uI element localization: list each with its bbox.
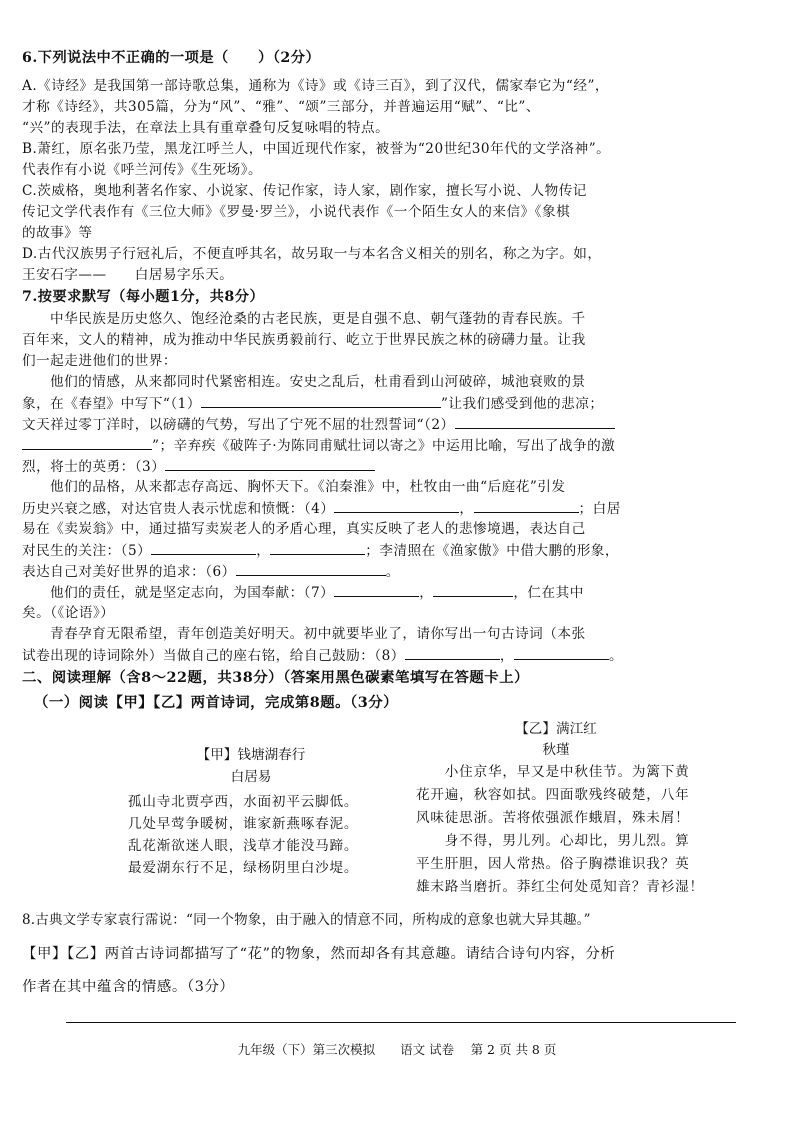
answer-blank-7b[interactable] [433,582,513,597]
answer-blank-1[interactable] [201,393,441,408]
poem-b-line: 花开遍，秋容如拭。四面歌残终破楚，八年 [416,787,690,803]
answer-blank-4a[interactable] [334,498,459,513]
q7-paragraph-line: 青春孕育无限希望，青年创造美好明天。初中就要毕业了，请你写出一句古诗词（本张 [50,626,586,642]
poem-a-title: 【甲】钱塘湖春行 [196,747,306,763]
question-7-stem: 7.按要求默写（每小题1分，共8分） [22,289,265,305]
answer-blank-3[interactable] [165,456,375,471]
poem-b-title: 【乙】满江红 [515,721,597,737]
q6-option-c-line1: C.茨威格，奥地利著名作家、小说家、传记作家，诗人家，剧作家，擅长写小说、人物传记 [22,183,587,199]
q7-fill-line-5: 历史兴衰之感，对达官贵人表示忧虑和愤慨：（4） ， ；白居 [22,498,621,519]
question-8-line2: 【甲】【乙】两首古诗词都描写了“花”的物象，然而却各有其意趣。请结合诗句内容，分析 [22,946,616,962]
q7-fill-line-7: 表达自己对美好世界的追求：（6） 。 [22,561,400,582]
q6-option-d-line1: D.古代汉族男子行冠礼后，不便直呼其名，故另取一与本名含义相关的别名，称之为字。如， [22,246,602,262]
q7-fill-line-2: 文天祥过零丁洋时，以磅礴的气势，写出了宁死不屈的壮烈誓词“（2） [22,414,615,435]
question-6-stem: 6.下列说法中不正确的一项是（ ）（2分） [22,50,321,66]
answer-blank-6[interactable] [236,561,386,576]
q7-paragraph-line: 矣。（《论语》） [22,605,115,621]
q6-option-c-line2: 传记文学代表作有《三位大师》《罗曼·罗兰》，小说代表作《一个陌生女人的来信》《象棋 [22,204,571,220]
q7-paragraph-line: 他们的情感，从来都同时代紧密相连。安史之乱后，杜甫看到山河破碎，城池衰败的景 [50,374,586,390]
answer-blank-8b[interactable] [514,645,609,660]
poem-b-line: 雄末路当磨折。莽红尘何处觅知音？青衫湿！ [416,879,704,895]
answer-blank-5a[interactable] [151,540,256,555]
page-footer: 九年级（下）第三次模拟 语文 试卷 第 2 页 共 8 页 [237,1042,557,1057]
poem-a-line: 几处早莺争暖树，谁家新燕啄春泥。 [128,816,359,832]
q7-paragraph-line: 易在《卖炭翁》中，通过描写卖炭老人的矛盾心理，真实反映了老人的悲惨境遇，表达自己 [22,521,586,537]
q7-paragraph-line: 们一起走进他们的世界： [22,353,178,369]
answer-blank-2b[interactable] [22,435,152,450]
q7-paragraph-line: 中华民族是历史悠久、饱经沧桑的古老民族，更是自强不息、朝气蓬勃的青春民族。千 [50,311,586,327]
q7-paragraph-line: 他们的品格，从来都志存高远、胸怀天下。《泊秦淮》中，杜牧由一曲“后庭花”引发 [50,479,566,495]
q6-option-a-line3: “兴”的表现手法，在章法上具有重章叠句反复咏唱的特点。 [22,120,390,136]
question-8-line3: 作者在其中蕴含的情感。（3分） [22,979,235,995]
q7-paragraph-line: 百年来，文人的精神，成为推动中华民族勇毅前行、屹立于世界民族之林的磅礴力量。让我 [22,332,586,348]
q7-fill-line-1: 象，在《春望》中写下“（1） ”让我们感受到他的悲凉； [22,393,603,414]
q7-fill-line-6: 对民生的关注：（5） ， ；李清照在《渔家傲》中借大鹏的形象， [22,540,619,561]
q6-option-a-line2: 才称《诗经》，共305篇，分为“风”、“雅”、“颂”三部分，并普遍运用“赋”、“比”、 [22,99,540,115]
poem-a-line: 最爱湖东行不足，绿杨阴里白沙堤。 [128,860,359,876]
poem-b-line: 风味徒思浙。苦将侬强派作蛾眉，殊未屑！ [416,810,690,826]
poem-a-line: 孤山寺北贾亭西，水面初平云脚低。 [128,794,359,810]
q6-option-d-line2: 王安石字—— 白居易字乐天。 [22,267,234,283]
section-2-heading: 二、阅读理解（含8～22题，共38分）（答案用黑色碳素笔填写在答题卡上） [22,669,529,686]
q7-fill-line-4: 烈，将士的英勇：（3） [22,456,375,477]
poem-b-line: 平生肝胆，因人常热。俗子胸襟谁识我？英 [416,856,690,872]
footer-divider [66,1022,736,1023]
question-8-line1: 8.古典文学专家袁行霈说：“同一个物象，由于融入的情意不同，所构成的意象也就大异其趣。” [22,912,591,928]
poem-b-line: 身不得，男儿列。心却比，男儿烈。算 [416,833,690,849]
q7-fill-line-3: ”；辛弃疾《破阵子·为陈同甫赋壮词以寄之》中运用比喻，写出了战争的激 [22,435,615,456]
answer-blank-5b[interactable] [270,540,365,555]
answer-blank-8a[interactable] [405,645,500,660]
answer-blank-2a[interactable] [455,414,615,429]
poem-b-author: 秋瑾 [542,742,570,758]
q6-option-b-line2: 代表作有小说《呼兰河传》《生死场》。 [22,162,263,178]
poem-b-line: 小住京华，早又是中秋佳节。为篱下黄 [416,764,690,780]
answer-blank-7a[interactable] [334,582,419,597]
part-1-heading: （一）阅读【甲】【乙】两首诗词，完成第8题。（3分） [34,694,399,711]
q6-option-b-line1: B.萧红，原名张乃莹，黑龙江呼兰人，中国近现代作家，被誉为“20世纪30年代的文学洛神”。 [22,141,611,157]
q7-fill-line-8: 他们的责任，就是坚定志向，为国奉献：（7） ， ，仁在其中 [50,582,584,603]
poem-a-author: 白居易 [230,769,272,785]
q7-fill-line-9: 试卷出现的诗词除外）当做自己的座右铭，给自己鼓励：（8） ， 。 [22,645,623,666]
answer-blank-4b[interactable] [474,498,579,513]
q6-option-a-line1: A.《诗经》是我国第一部诗歌总集，通称为《诗》或《诗三百》，到了汉代，儒家奉它为“经”， [22,78,609,94]
q6-option-c-line3: 的故事》等 [22,225,93,241]
poem-a-line: 乱花渐欲迷人眼，浅草才能没马蹄。 [128,838,359,854]
